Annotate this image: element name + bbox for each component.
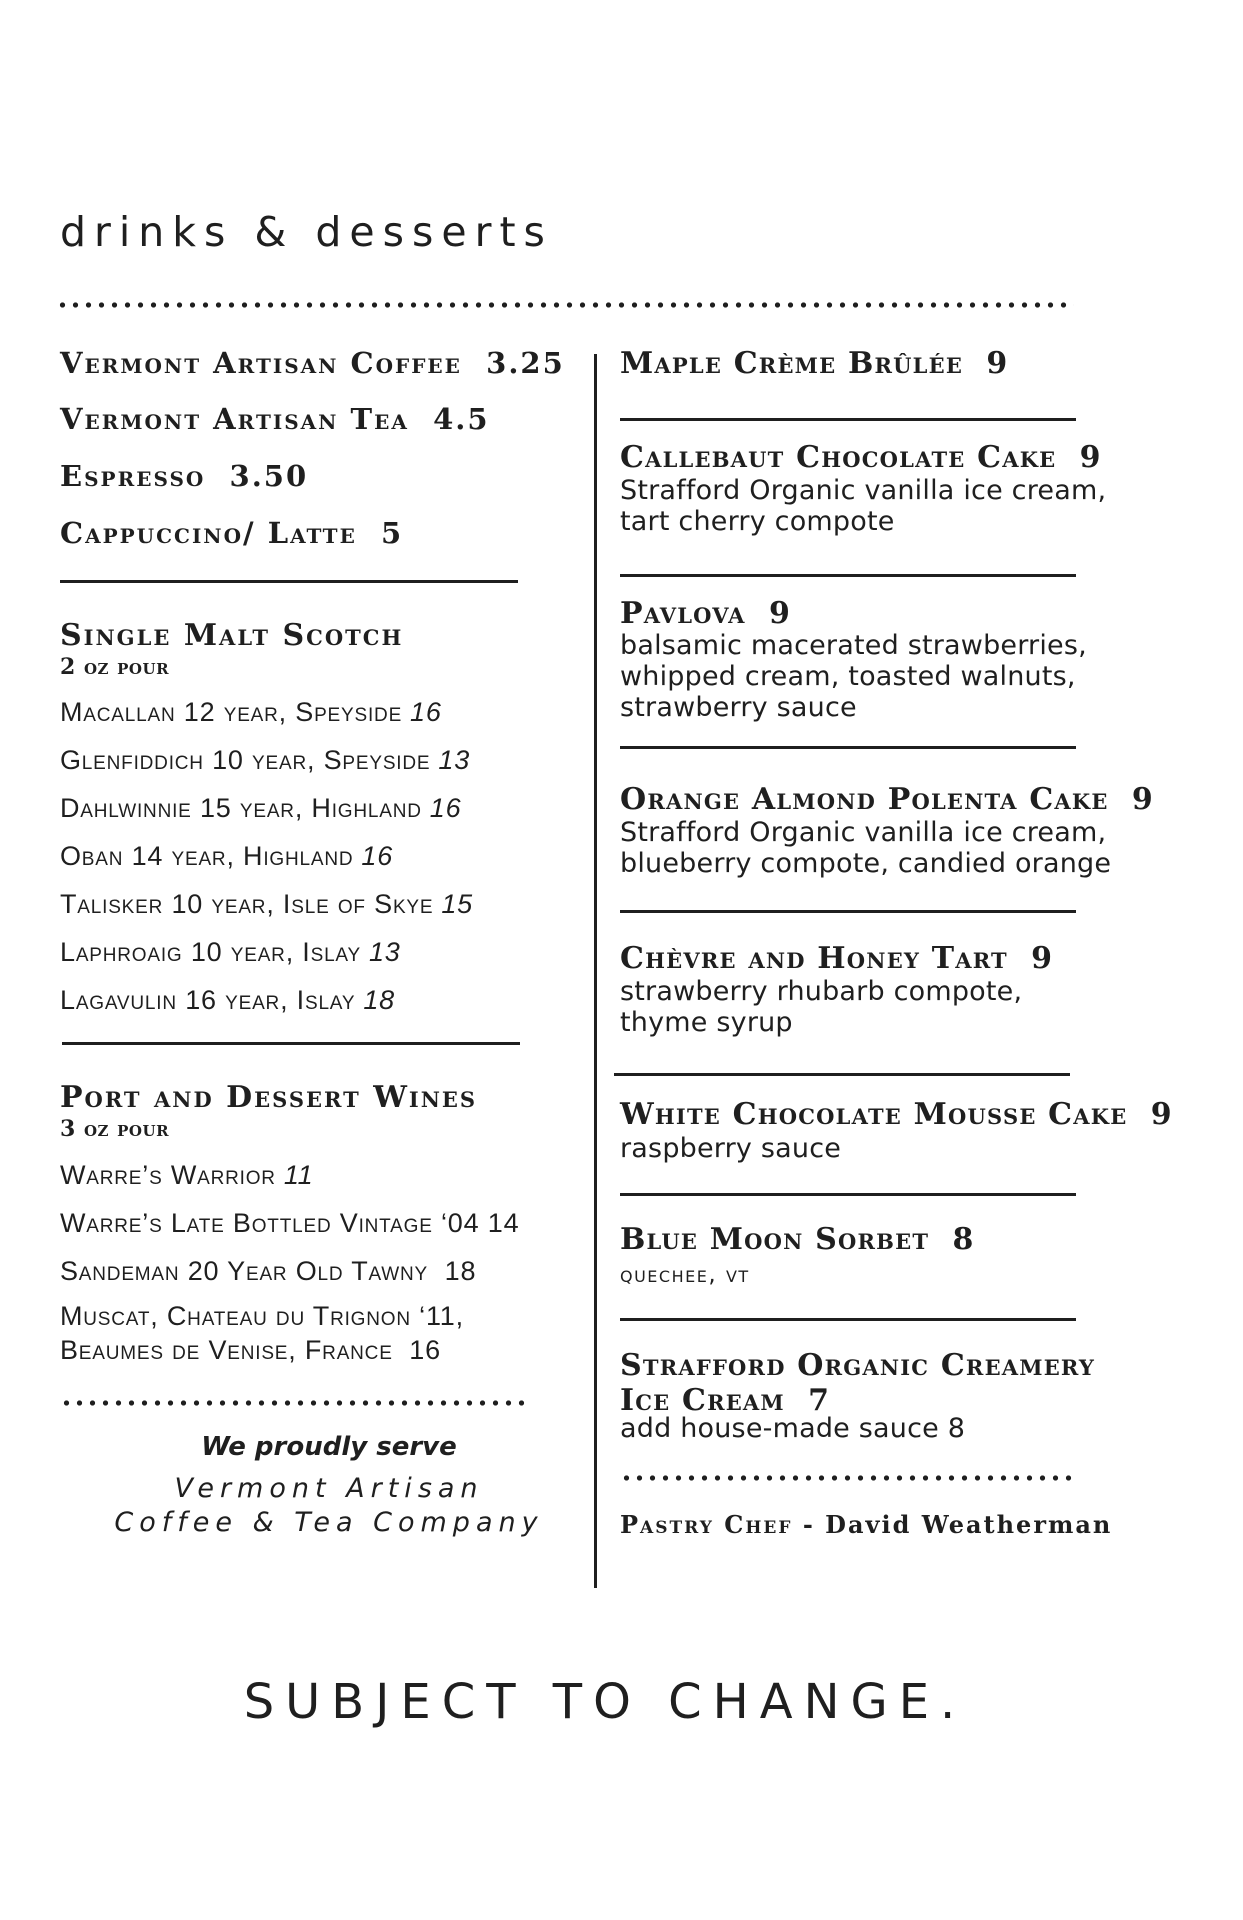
- company-name-line2: Coffee & Tea Company: [114, 1507, 544, 1538]
- dessert-divider: [620, 910, 1076, 913]
- scotch-item: Lagavulin 16 year, Islay 18: [60, 985, 395, 1015]
- company-name: Vermont Artisan: [174, 1473, 484, 1504]
- wine-item: Warre’s Warrior 11: [60, 1160, 314, 1190]
- scotch-item: Macallan 12 year, Speyside 16: [60, 697, 442, 727]
- dessert-description: balsamic macerated strawberries, whipped cream, toasted walnuts, strawberry sauce: [620, 630, 1087, 723]
- port-pour: 3 oz pour: [60, 1116, 170, 1142]
- coffee-item: Vermont Artisan Coffee 3.25: [60, 346, 565, 380]
- dessert-description: Strafford Organic vanilla ice cream, tart cherry compote: [620, 475, 1107, 537]
- dessert-divider: [620, 418, 1076, 421]
- dessert-item-polenta-cake: Orange Almond Polenta Cake 9: [620, 782, 1154, 817]
- scotch-divider: [62, 1042, 520, 1045]
- dessert-divider: [620, 1193, 1076, 1196]
- page-title: drinks & desserts: [60, 208, 553, 256]
- cappuccino-item: Cappuccino/ Latte 5: [60, 516, 404, 550]
- dessert-item-chevre-tart: Chèvre and Honey Tart 9: [620, 941, 1054, 976]
- scotch-item: Talisker 10 year, Isle of Skye 15: [60, 889, 473, 919]
- scotch-pour: 2 oz pour: [60, 654, 170, 680]
- scotch-item: Glenfiddich 10 year, Speyside 13: [60, 745, 471, 775]
- wine-dotted-divider: [60, 1400, 528, 1406]
- title-dotted-divider: [56, 302, 1074, 308]
- scotch-item: Laphroaig 10 year, Islay 13: [60, 937, 401, 967]
- pastry-chef-credit: Pastry Chef - David Weatherman: [620, 1510, 1113, 1539]
- dessert-divider: [620, 1318, 1076, 1321]
- dessert-item-chocolate-cake: Callebaut Chocolate Cake 9: [620, 440, 1102, 475]
- wine-item: Muscat, Chateau du Trignon ‘11,: [60, 1301, 464, 1331]
- port-heading: Port and Dessert Wines: [60, 1080, 478, 1115]
- coffee-divider: [60, 580, 518, 583]
- scotch-item: Oban 14 year, Highland 16: [60, 841, 394, 871]
- dessert-origin: quechee, vt: [620, 1262, 750, 1288]
- dessert-divider: [614, 1073, 1070, 1076]
- subject-to-change-notice: SUBJECT TO CHANGE.: [243, 1674, 967, 1730]
- column-divider: [594, 354, 597, 1588]
- dessert-description: add house-made sauce 8: [620, 1413, 966, 1444]
- dessert-description: Strafford Organic vanilla ice cream, blueberry compote, candied orange: [620, 817, 1112, 879]
- dessert-description: raspberry sauce: [620, 1133, 842, 1164]
- dessert-divider: [620, 574, 1076, 577]
- tea-item: Vermont Artisan Tea 4.5: [60, 402, 490, 436]
- dessert-item-mousse-cake: White Chocolate Mousse Cake 9: [620, 1097, 1173, 1132]
- wine-item-continued: Beaumes de Venise, France 16: [60, 1335, 441, 1365]
- wine-item: Sandeman 20 Year Old Tawny 18: [60, 1256, 477, 1286]
- dessert-dotted-divider: [620, 1475, 1078, 1481]
- dessert-item-pavlova: Pavlova 9: [620, 596, 792, 631]
- dessert-description: strawberry rhubarb compote, thyme syrup: [620, 976, 1023, 1038]
- dessert-divider: [620, 746, 1076, 749]
- dessert-item-sorbet: Blue Moon Sorbet 8: [620, 1222, 975, 1257]
- wine-item: Warre’s Late Bottled Vintage ‘04 14: [60, 1208, 520, 1238]
- dessert-item-creme-brulee: Maple Crème Brûlée 9: [620, 346, 1009, 381]
- scotch-heading: Single Malt Scotch: [60, 618, 404, 653]
- dessert-item-ice-cream: Strafford Organic Creamery Ice Cream 7: [620, 1348, 1096, 1418]
- serve-line: We proudly serve: [201, 1432, 457, 1462]
- espresso-item: Espresso 3.50: [60, 459, 309, 493]
- scotch-item: Dahlwinnie 15 year, Highland 16: [60, 793, 462, 823]
